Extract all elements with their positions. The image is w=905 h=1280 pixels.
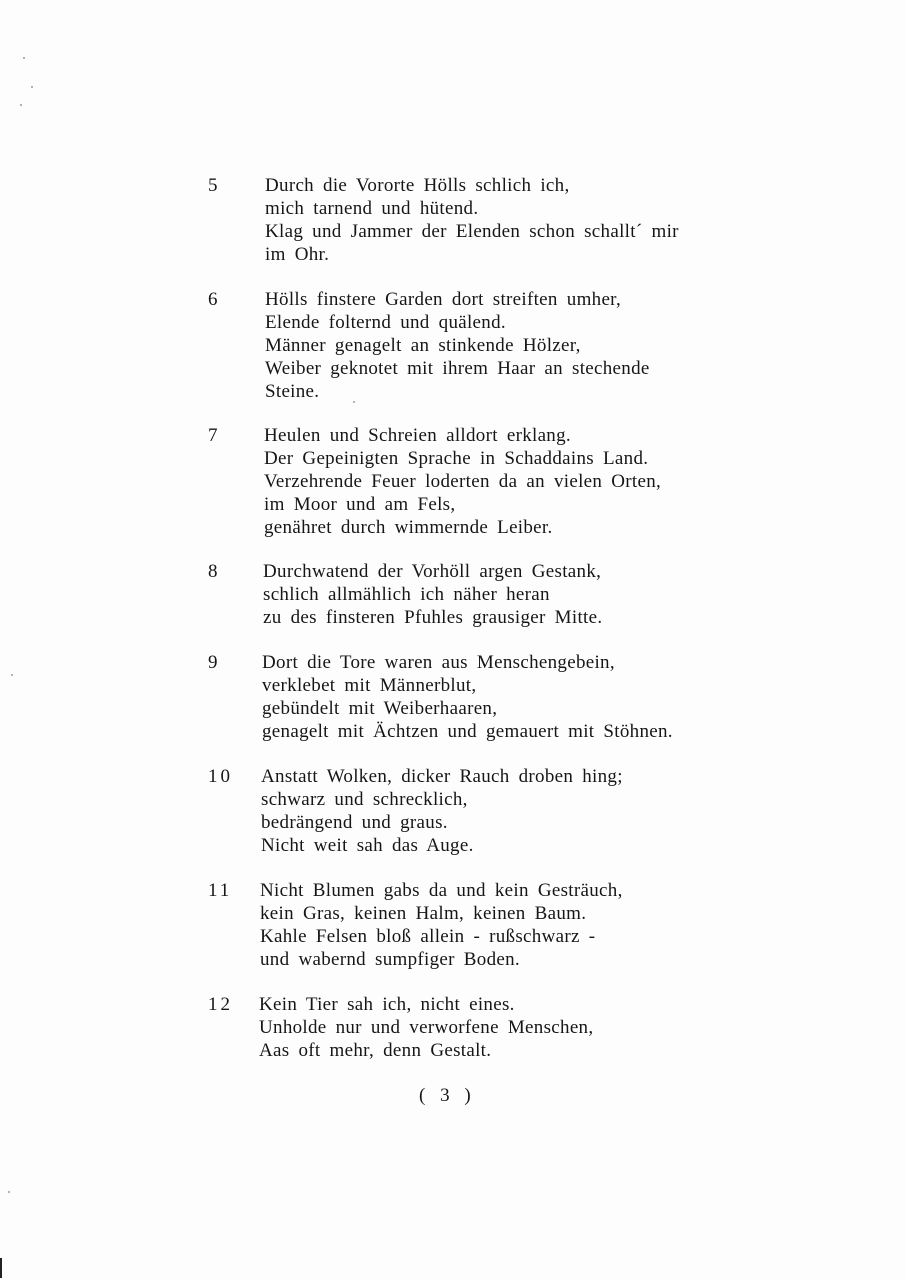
verse-line: Aas oft mehr, denn Gestalt. [259, 1040, 492, 1061]
verse-line: Weiber geknotet mit ihrem Haar an stechende [265, 358, 650, 379]
verse-line: Elende folternd und quälend. [265, 312, 506, 333]
verse-line: genagelt mit Ächtzen und gemauert mit Stöhnen. [262, 721, 673, 742]
scan-edge-mark [0, 1258, 2, 1278]
verse-line: Nicht Blumen gabs da und kein Gesträuch, [260, 880, 623, 901]
stanza-lines [265, 288, 650, 403]
verse-line: Heulen und Schreien alldort erklang. [264, 425, 571, 446]
verse-line: schlich allmählich ich näher heran [263, 584, 550, 605]
verse-line: Hölls finstere Garden dort streiften umher, [265, 289, 622, 310]
verse-line: verklebet mit Männerblut, [262, 675, 477, 696]
verse-line: Klag und Jammer der Elenden schon schallt´ mir [265, 221, 679, 242]
stanza-number: 8 [208, 561, 221, 582]
verse-line: Unholde nur und verworfene Menschen, [259, 1017, 594, 1038]
scan-speck [20, 104, 22, 106]
page-number-text: ( 3 ) [419, 1085, 471, 1106]
verse-line: Nicht weit sah das Auge. [261, 835, 474, 856]
verse-line: Männer genagelt an stinkende Hölzer, [265, 335, 581, 356]
verse-line: Der Gepeinigten Sprache in Schaddains Land. [264, 448, 649, 469]
verse-line: mich tarnend und hütend. [265, 198, 479, 219]
verse-line: schwarz und schrecklich, [261, 789, 468, 810]
stanza-lines [262, 651, 673, 743]
verse-line: Kahle Felsen bloß allein - rußschwarz - [260, 926, 596, 947]
scan-speck [31, 86, 33, 88]
stanza-number: 5 [208, 175, 221, 196]
verse-line: gebündelt mit Weiberhaaren, [262, 698, 498, 719]
stanza-lines [259, 993, 593, 1062]
stanza-number: 6 [208, 289, 221, 310]
verse-line: Steine. [265, 381, 320, 402]
verse-line: kein Gras, keinen Halm, keinen Baum. [260, 903, 587, 924]
stanza-lines [261, 765, 623, 857]
verse-line: zu des finsteren Pfuhles grausiger Mitte. [263, 607, 603, 628]
stanza-lines [265, 174, 679, 266]
verse-line: und wabernd sumpfiger Boden. [260, 949, 520, 970]
verse-line: Verzehrende Feuer loderten da an vielen Orten, [264, 471, 662, 492]
stanza-lines [263, 560, 602, 629]
scan-speck [23, 57, 25, 59]
verse-line: Anstatt Wolken, dicker Rauch droben hing; [261, 766, 623, 787]
stanza-number: 12 [208, 994, 233, 1015]
verse-line: genähret durch wimmernde Leiber. [264, 517, 553, 538]
stanza-number: 7 [208, 425, 221, 446]
stanza-lines [264, 424, 661, 539]
scan-speck [11, 674, 13, 676]
stanza-lines [260, 879, 623, 971]
verse-line: Durch die Vororte Hölls schlich ich, [265, 175, 570, 196]
scan-speck [353, 401, 355, 403]
stanza-number: 10 [208, 766, 233, 787]
stanza-number: 11 [208, 880, 233, 901]
verse-line: im Ohr. [265, 244, 330, 265]
verse-line: im Moor und am Fels, [264, 494, 456, 515]
verse-line: Durchwatend der Vorhöll argen Gestank, [263, 561, 602, 582]
stanza-number: 9 [208, 652, 221, 673]
scan-speck [8, 1191, 10, 1193]
verse-line: Kein Tier sah ich, nicht eines. [259, 994, 515, 1015]
verse-line: bedrängend und graus. [261, 812, 448, 833]
verse-line: Dort die Tore waren aus Menschengebein, [262, 652, 615, 673]
